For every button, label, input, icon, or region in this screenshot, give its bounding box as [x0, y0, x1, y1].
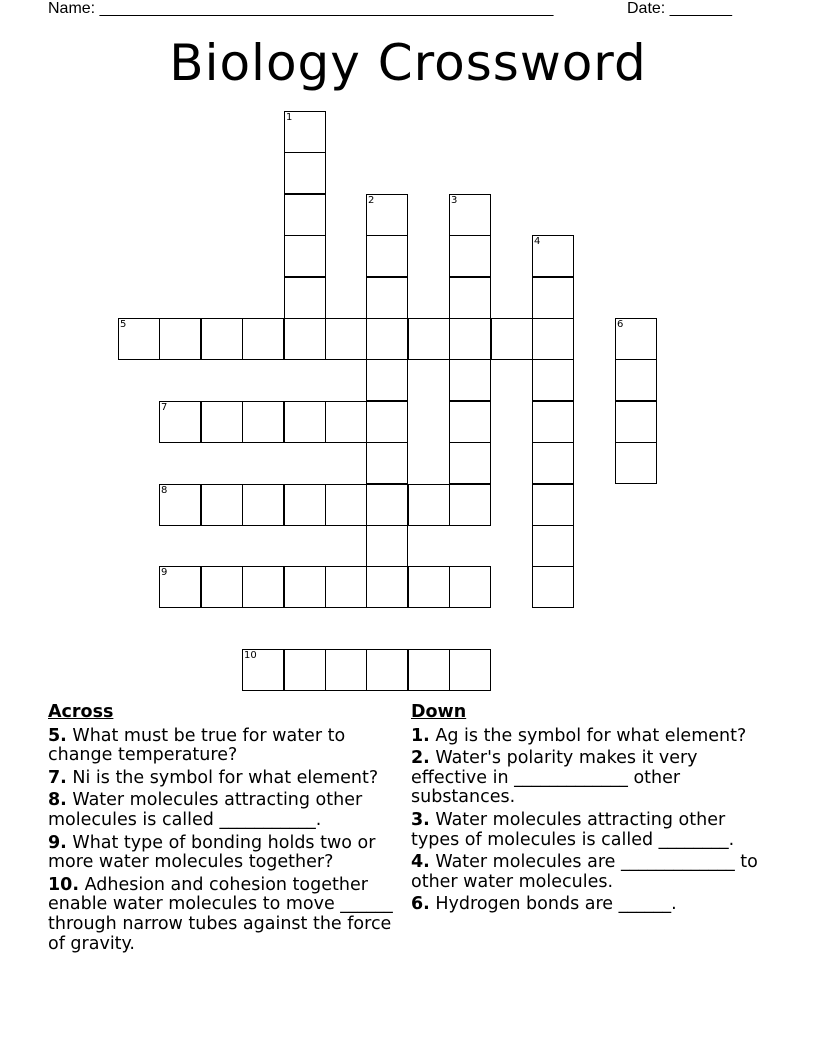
across-heading: Across: [48, 702, 114, 722]
crossword-cell[interactable]: [615, 401, 657, 443]
clue-number-label: 3: [451, 195, 458, 206]
crossword-cell[interactable]: [159, 318, 201, 360]
crossword-cell[interactable]: [242, 401, 284, 443]
crossword-cell[interactable]: [615, 318, 657, 360]
crossword-cell[interactable]: [491, 318, 533, 360]
clue-number: 5.: [48, 725, 67, 746]
crossword-cell[interactable]: [284, 277, 326, 319]
down-clue-6: [411, 895, 771, 915]
clue-text: Water molecules attracting other types of molecules is called ________.: [411, 809, 735, 850]
clue-number: 2.: [411, 748, 430, 769]
clue-number-label: 2: [368, 195, 375, 206]
crossword-cell[interactable]: [159, 484, 201, 526]
crossword-cell[interactable]: [366, 318, 408, 360]
crossword-cell[interactable]: [284, 484, 326, 526]
crossword-cell[interactable]: [366, 235, 408, 277]
crossword-cell[interactable]: [449, 359, 491, 401]
crossword-cell[interactable]: [284, 318, 326, 360]
crossword-cell[interactable]: [532, 401, 574, 443]
crossword-cell[interactable]: [201, 566, 243, 608]
clue-text: Hydrogen bonds are ______.: [429, 894, 677, 915]
clue-number: 3.: [411, 809, 430, 830]
name-field-label: Name: ___________________________________________________: [48, 0, 554, 17]
crossword-cell[interactable]: [201, 318, 243, 360]
crossword-cell[interactable]: [532, 359, 574, 401]
crossword-cell[interactable]: [449, 318, 491, 360]
crossword-cell[interactable]: [449, 235, 491, 277]
clue-text: What must be true for water to change temperature?: [48, 725, 346, 766]
crossword-cell[interactable]: [118, 318, 160, 360]
clue-text: Ag is the symbol for what element?: [429, 725, 747, 746]
crossword-cell[interactable]: [284, 152, 326, 194]
down-clues: [411, 703, 771, 918]
crossword-cell[interactable]: [449, 401, 491, 443]
crossword-cell[interactable]: [532, 442, 574, 484]
page-title: Biology Crossword: [169, 34, 647, 92]
clue-text: Water molecules are _____________ to other water molecules.: [411, 852, 758, 892]
clue-number: 9.: [48, 832, 67, 853]
down-clue-1: [411, 727, 771, 747]
crossword-cell[interactable]: [449, 277, 491, 319]
crossword-cell[interactable]: [325, 649, 367, 691]
crossword-cell[interactable]: [366, 566, 408, 608]
crossword-cell[interactable]: [366, 277, 408, 319]
clue-number: 6.: [411, 894, 430, 915]
crossword-cell[interactable]: [284, 194, 326, 236]
crossword-cell[interactable]: [408, 566, 450, 608]
crossword-cell[interactable]: [408, 484, 450, 526]
down-clue-3: [411, 811, 771, 850]
crossword-cell[interactable]: [325, 401, 367, 443]
crossword-cell[interactable]: [242, 649, 284, 691]
clue-number-label: 1: [286, 112, 293, 123]
crossword-cell[interactable]: [532, 525, 574, 567]
crossword-cell[interactable]: [366, 359, 408, 401]
crossword-cell[interactable]: [449, 484, 491, 526]
crossword-cell[interactable]: [159, 566, 201, 608]
crossword-cell[interactable]: [284, 566, 326, 608]
clue-number-label: 4: [534, 236, 541, 247]
crossword-cell[interactable]: [366, 484, 408, 526]
clue-number-label: 5: [120, 319, 127, 330]
crossword-cell[interactable]: [532, 318, 574, 360]
crossword-cell[interactable]: [408, 649, 450, 691]
across-clue-5: [48, 727, 398, 766]
crossword-cell[interactable]: [532, 566, 574, 608]
crossword-cell[interactable]: [201, 484, 243, 526]
clue-text: What type of bonding holds two or more water molecules together?: [48, 832, 376, 873]
crossword-cell[interactable]: [532, 484, 574, 526]
crossword-cell[interactable]: [242, 566, 284, 608]
crossword-cell[interactable]: [366, 525, 408, 567]
across-clue-7: [48, 769, 398, 789]
crossword-cell[interactable]: [615, 359, 657, 401]
down-clue-4: [411, 853, 771, 892]
crossword-cell[interactable]: [325, 484, 367, 526]
down-clue-2: [411, 749, 771, 808]
crossword-cell[interactable]: [242, 484, 284, 526]
across-clue-8: [48, 791, 398, 830]
clue-number: 4.: [411, 852, 430, 873]
clue-number-label: 6: [617, 319, 624, 330]
clue-text: Water molecules attracting other molecules is called ___________.: [48, 790, 363, 830]
clue-text: Ni is the symbol for what element?: [66, 767, 379, 788]
crossword-cell[interactable]: [366, 194, 408, 236]
clue-number-label: 7: [161, 402, 168, 413]
clue-number-label: 10: [244, 650, 257, 661]
date-field-label: Date: _______: [627, 0, 732, 17]
clue-text: Adhesion and cohesion together enable water molecules to move ______ through narrow tubes against the force of gravity.: [48, 874, 393, 954]
across-clue-9: [48, 834, 398, 873]
clue-text: Water's polarity makes it very effective in _____________ other substances.: [411, 748, 698, 808]
crossword-cell[interactable]: [449, 566, 491, 608]
clue-number-label: 8: [161, 485, 168, 496]
crossword-cell[interactable]: [615, 442, 657, 484]
crossword-cell[interactable]: [408, 318, 450, 360]
crossword-cell[interactable]: [449, 194, 491, 236]
crossword-cell[interactable]: [532, 277, 574, 319]
crossword-cell[interactable]: [325, 318, 367, 360]
down-heading: Down: [411, 702, 467, 722]
crossword-cell[interactable]: [159, 401, 201, 443]
crossword-cell[interactable]: [366, 401, 408, 443]
crossword-cell[interactable]: [449, 442, 491, 484]
crossword-cell[interactable]: [366, 442, 408, 484]
crossword-cell[interactable]: [284, 111, 326, 153]
crossword-cell[interactable]: [284, 235, 326, 277]
crossword-cell[interactable]: [242, 318, 284, 360]
crossword-cell[interactable]: [532, 235, 574, 277]
clue-number: 7.: [48, 767, 67, 788]
crossword-cell[interactable]: [284, 401, 326, 443]
crossword-cell[interactable]: [201, 401, 243, 443]
crossword-cell[interactable]: [449, 649, 491, 691]
clue-number-label: 9: [161, 567, 168, 578]
clue-number: 8.: [48, 790, 67, 811]
crossword-cell[interactable]: [284, 649, 326, 691]
across-clues: [48, 703, 398, 957]
clue-number: 10.: [48, 874, 80, 895]
across-clue-10: [48, 876, 398, 954]
crossword-cell[interactable]: [325, 566, 367, 608]
clue-number: 1.: [411, 725, 430, 746]
crossword-cell[interactable]: [366, 649, 408, 691]
